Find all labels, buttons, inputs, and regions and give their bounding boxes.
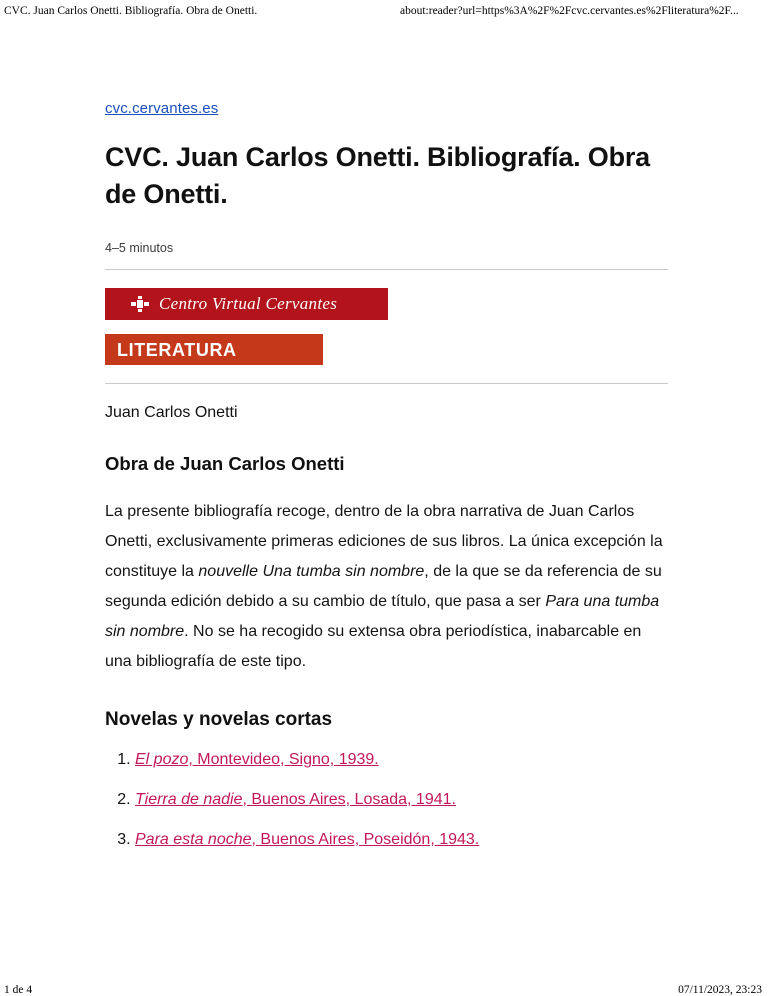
- work-details: , Montevideo, Signo, 1939.: [188, 751, 379, 768]
- section-heading: Obra de Juan Carlos Onetti: [105, 453, 345, 474]
- intro-text-2: , de la que se da referencia de su segunda edición debido a su cambio de título, que pasa a ser: [105, 563, 662, 610]
- work-title: Para esta noche: [135, 831, 252, 848]
- print-timestamp: 07/11/2023, 23:23: [678, 984, 762, 996]
- reader-content: [105, 100, 668, 869]
- author-name: Juan Carlos Onetti: [105, 404, 238, 421]
- list-item: [135, 749, 668, 771]
- literatura-label: LITERATURA: [117, 340, 237, 360]
- work-title: Tierra de nadie: [135, 791, 243, 808]
- intro-emphasis-1: nouvelle Una tumba sin nombre: [198, 563, 425, 580]
- print-header: [0, 0, 768, 30]
- reading-time: 4–5 minutos: [105, 241, 174, 255]
- cvc-logo-text: Centro Virtual Cervantes: [159, 294, 338, 313]
- work-details: , Buenos Aires, Losada, 1941.: [242, 791, 456, 808]
- cervantes-mark-icon: [131, 296, 149, 312]
- list-item: [135, 829, 668, 851]
- literatura-section-banner[interactable]: [105, 334, 323, 365]
- work-link[interactable]: [135, 831, 479, 848]
- intro-paragraph: [105, 497, 668, 677]
- cvc-logo-banner[interactable]: [105, 288, 388, 320]
- divider-under-banners: [105, 383, 668, 384]
- works-list: [105, 749, 668, 851]
- work-details: , Buenos Aires, Poseidón, 1943.: [251, 831, 480, 848]
- divider-top: [105, 269, 668, 270]
- source-domain-link[interactable]: cvc.cervantes.es: [105, 100, 219, 117]
- work-link[interactable]: [135, 791, 456, 808]
- print-header-title: CVC. Juan Carlos Onetti. Bibliografía. Obra de Onetti.: [4, 5, 258, 17]
- intro-emphasis-2: Para una tumba sin nombre: [105, 593, 660, 640]
- intro-text-1: La presente bibliografía recoge, dentro de la obra narrativa de Juan Carlos Onetti, exclusivamente primeras ediciones de sus libros. La única excepción la constituye la: [105, 503, 663, 580]
- print-header-url: about:reader?url=https%3A%2F%2Fcvc.cervantes.es%2Fliteratura%2F...: [400, 5, 739, 17]
- intro-text-3: . No se ha recogido su extensa obra periodística, inabarcable en una bibliografía de este tipo.: [105, 623, 642, 670]
- work-link[interactable]: [135, 751, 379, 768]
- page-title: CVC. Juan Carlos Onetti. Bibliografía. Obra de Onetti.: [105, 142, 650, 209]
- works-list-heading: Novelas y novelas cortas: [105, 709, 333, 730]
- work-title: El pozo: [135, 751, 189, 768]
- page-number: 1 de 4: [4, 984, 33, 996]
- list-item: [135, 789, 668, 811]
